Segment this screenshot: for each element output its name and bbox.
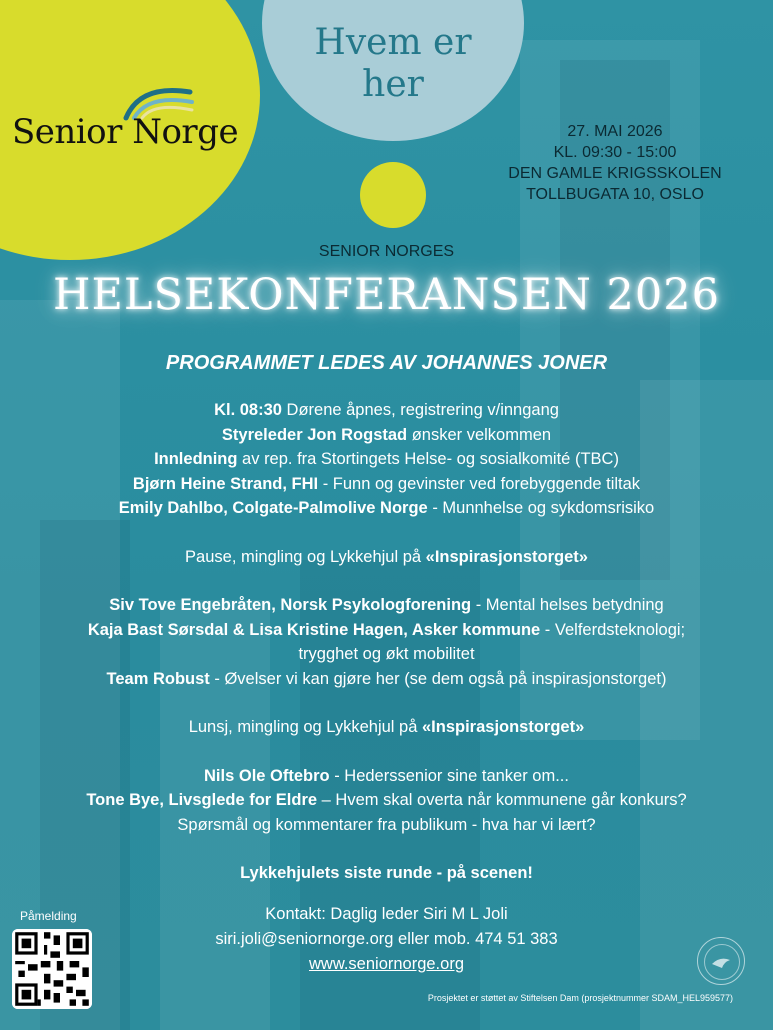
hvem-line-2: her <box>362 64 424 105</box>
program-line: Innledning av rep. fra Stortingets Helse- og sosialkomité (TBC) <box>154 450 619 468</box>
program-line: Nils Ole Oftebro - Hederssenior sine tanker om... <box>204 766 569 785</box>
contact-email-phone: siri.joli@seniornorge.org eller mob. 474 51 383 <box>215 930 558 948</box>
program-line: Kl. 08:30 Dørene åpnes, registrering v/inngang <box>214 401 559 419</box>
pamelding-label: Påmelding <box>20 909 77 923</box>
contact-block <box>150 902 623 977</box>
program-line: Styreleder Jon Rogstad ønsker velkommen <box>221 425 552 444</box>
event-venue: DEN GAMLE KRIGSSKOLEN <box>508 165 722 182</box>
subtitle: PROGRAMMET LEDES AV JOHANNES JONER <box>165 352 608 374</box>
program-line: Spørsmål og kommentarer fra publikum - hva har vi lært? <box>177 815 596 834</box>
program-line: Bjørn Heine Strand, FHI - Funn og gevinster ved forebyggende tiltak <box>132 474 641 493</box>
program-line: trygghet og økt mobilitet <box>298 645 475 663</box>
program-list <box>20 398 753 886</box>
qr-code[interactable] <box>12 929 92 1009</box>
event-info <box>480 121 750 205</box>
stiftelsen-dam-seal-icon <box>697 937 745 985</box>
pause-line: Pause, mingling og Lykkehjul på «Inspirasjonstorget» <box>185 547 588 566</box>
hvem-line-1: Hvem er <box>314 22 472 63</box>
event-date: 27. MAI 2026 <box>567 123 663 140</box>
program-line: Siv Tove Engebråten, Norsk Psykologforening - Mental helses betydning <box>109 596 664 614</box>
website-link[interactable]: www.seniornorge.org <box>309 955 464 973</box>
kicker: SENIOR NORGES <box>318 243 455 260</box>
senior-norge-logo <box>12 88 252 168</box>
program-line: Tone Bye, Livsglede for Eldre – Hvem skal overta når kommunene går konkurs? <box>86 791 687 809</box>
support-note: Prosjektet er støttet av Stiftelsen Dam (prosjektnummer SDAM_HEL959577) <box>427 993 733 1003</box>
event-time: KL. 09:30 - 15:00 <box>553 144 677 161</box>
final-line: Lykkehjulets siste runde - på scenen! <box>240 864 533 882</box>
program-line: Kaja Bast Sørsdal & Lisa Kristine Hagen, Asker kommune - Velferdsteknologi; <box>87 620 686 639</box>
lunch-line: Lunsj, mingling og Lykkehjul på «Inspirasjonstorget» <box>188 718 585 736</box>
program-line: Emily Dahlbo, Colgate-Palmolive Norge - Munnhelse og sykdomsrisiko <box>118 499 655 517</box>
qr-code-icon <box>12 929 92 1009</box>
bird-icon <box>698 938 744 984</box>
small-yellow-dot <box>360 162 426 228</box>
event-address: TOLLBUGATA 10, OSLO <box>526 186 704 203</box>
logo-text: Senior Norge <box>12 112 239 152</box>
program-line: Team Robust - Øvelser vi kan gjøre her (se dem også på inspirasjonstorget) <box>106 669 667 688</box>
page-title: HELSEKONFERANSEN 2026 <box>53 270 720 320</box>
contact-line: Kontakt: Daglig leder Siri M L Joli <box>265 905 508 923</box>
hvem-er-her-heading <box>262 22 524 106</box>
